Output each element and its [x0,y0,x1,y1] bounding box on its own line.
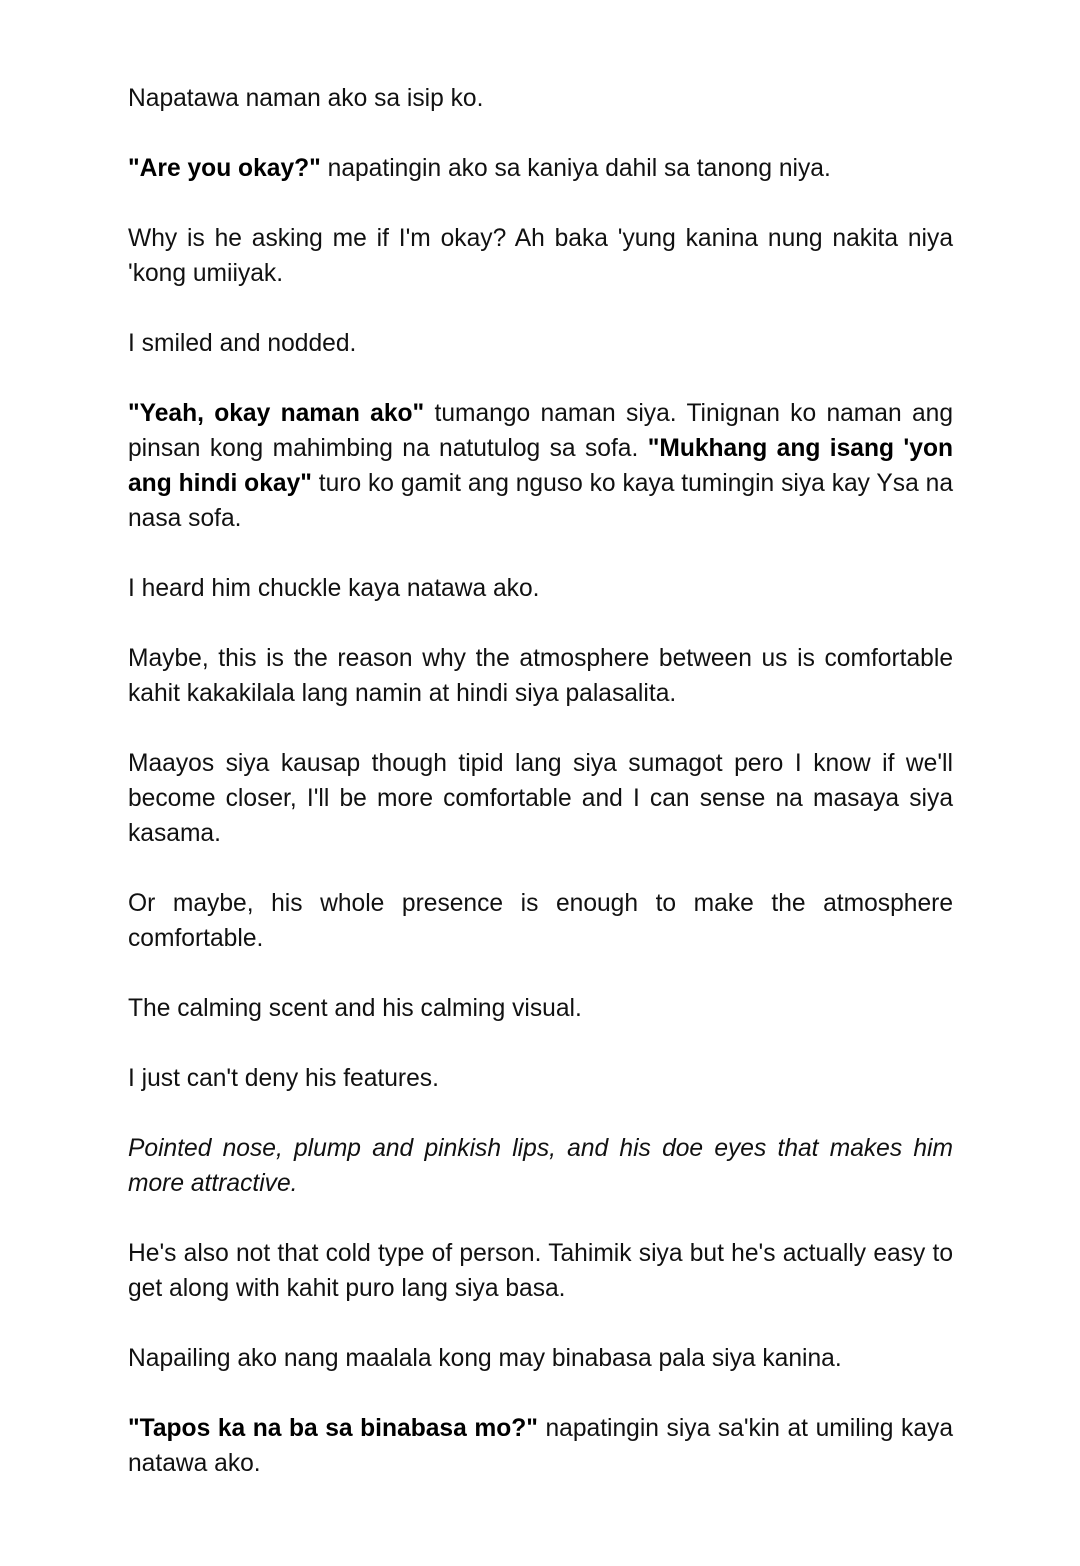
paragraph [128,81,953,116]
italic-thought-text: Pointed nose, plump and pinkish lips, and his doe eyes that makes him more attractive. [128,1135,953,1197]
narration-text: napatingin ako sa kaniya dahil sa tanong niya. [320,155,831,182]
narration-text: tumango naman siya. Tinignan ko naman ang pinsan kong mahimbing na natutulog sa sofa. [128,400,953,462]
narration-text: I smiled and nodded. [128,330,357,357]
narration-text: Napailing ako nang maalala kong may binabasa pala siya kanina. [128,1345,842,1372]
dialogue-text: "Yeah, okay naman ako" [128,400,425,427]
paragraph [128,746,953,851]
narration-text: Maayos siya kausap though tipid lang siya sumagot pero I know if we'll become closer, I'll be more comfortable and I can sense na masaya siya kasama. [128,750,953,847]
narration-text: turo ko gamit ang nguso ko kaya tumingin siya kay Ysa na nasa sofa. [128,470,953,532]
paragraph [128,1411,953,1481]
narration-text: Napatawa naman ako sa isip ko. [128,85,484,112]
dialogue-text: "Tapos ka na ba sa binabasa mo?" [128,1415,538,1442]
narration-text: He's also not that cold type of person. Tahimik siya but he's actually easy to get along with kahit puro lang siya basa. [128,1240,953,1302]
narration-text: Why is he asking me if I'm okay? Ah baka 'yung kanina nung nakita niya 'kong umiiyak. [128,225,953,287]
narration-text: I just can't deny his features. [128,1065,439,1092]
paragraph [128,641,953,711]
paragraph [128,1236,953,1306]
paragraph [128,396,953,536]
paragraph [128,221,953,291]
paragraph [128,1131,953,1201]
paragraph [128,991,953,1026]
dialogue-text: "Are you okay?" [128,155,321,182]
narration-text: napatingin siya sa'kin at umiling kaya natawa ako. [128,1415,953,1477]
paragraph [128,151,953,186]
paragraph [128,1061,953,1096]
dialogue-text: "Mukhang ang isang 'yon ang hindi okay" [128,435,953,497]
paragraph [128,1341,953,1376]
narration-text: Or maybe, his whole presence is enough to make the atmosphere comfortable. [128,890,953,952]
narration-text: The calming scent and his calming visual. [128,995,582,1022]
narration-text: I heard him chuckle kaya natawa ako. [128,575,540,602]
paragraph [128,326,953,361]
paragraph [128,571,953,606]
paragraph [128,886,953,956]
narration-text: Maybe, this is the reason why the atmosphere between us is comfortable kahit kakakilala lang namin at hindi siya palasalita. [128,645,953,707]
